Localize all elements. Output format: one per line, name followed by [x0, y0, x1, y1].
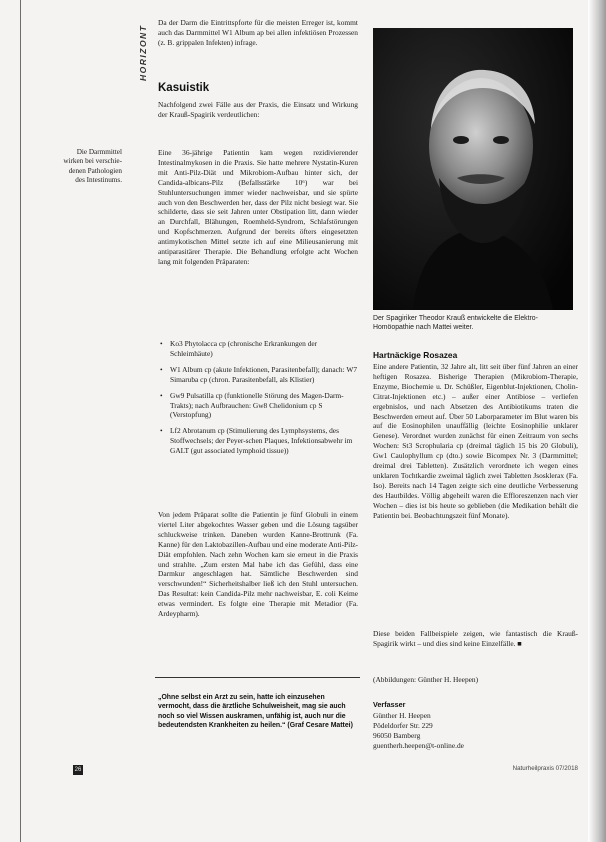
quote-divider [155, 677, 360, 678]
list-item: • Gw9 Pulsatilla cp (funktionelle Störung des Magen-Darm-Trakts); nach Aufbrauchen: Gw8 Chelidonium cp S (Verstopfung) [158, 391, 358, 421]
case1-paragraph: Eine 36-jährige Patientin kam wegen rezidivierender Intestinalmykosen in die Praxis. Sie hatte mehrere Nystatin-Kuren mit Anti-Pilz-Diät und Mikrobiom-Aufbau hinter sich, der Candida-albicans-Pilz (Befallsstärke 10⁶) war bei Stuhluntersuchungen immer wieder nachweisbar, und sie spürte auch von den Beschwerden her, dass der Pilz nicht besiegt war. Sie schilderte, dass sie seit Jahren unter Obstipation litt, dann wieder an Durchfall, Blähungen, Roemheld-Syndrom, Schlafstörungen und Kopfschmerzen. Aufgrund der bereits öfters eingesetzten antimykotischen Mittel setzte ich auf eine Milieusanierung mit antiparasitärer Therapie. Die Behandlung erfolgte acht Wochen lang mit folgenden Präparaten: [158, 148, 358, 266]
illustrations-credit: (Abbildungen: Günther H. Heepen) [373, 675, 479, 684]
photo-caption: Der Spagiriker Theodor Krauß entwickelte die Elektro-Homöopathie nach Mattei weiter. [373, 315, 538, 332]
list-item: • W1 Album cp (akute Infektionen, Parasitenbefall); danach: W7 Simaruba cp (chron. Parasitenbefall, als Klistier) [158, 365, 358, 385]
footer-issue: Naturheilpraxis 07/2018 [512, 765, 578, 772]
case2-paragraph: Eine andere Patientin, 32 Jahre alt, litt seit über fünf Jahren an einer heftigen Rosazea. Bisherige Therapien (Mikrobiom-Therapie, Enzyme, Biochemie u. Dr. Schüßler, Eigenblut-Injektionen, Cholin-Citrat-Injektionen etc.) – außer einer Antibiose – verliefen ergebnislos, und nach Absetzen des Antibiotikums traten die Beschwerden erneut auf. Über 50 Laborparameter im Blut waren bis auf die Eosinophilen unauffällig (leichte Eosinophilie unklarer Genese). Verordnet wurden zunächst für einen Zeitraum von sechs Wochen: St3 Scrophularia cp (dreimal täglich 15 bis 20 Globuli), Gw1 Caulophyllum cp (dto.) sowie Bicompex Nr. 3 (Darmmittel; dreimal drei Tabletten). Zusätzlich verordnete ich wegen eines unklaren Tochtkardie zweimal täglich zwei Tabletten Jsosklerax (Fa. Iso). Bereits nach 14 Tagen zeigte sich eine deutliche Verbesserung des Hautbildes. Völlig abgeheilt waren die Effloreszenzen nach vier Wochen – dies ist bis heute so geblieben (die Medikation behält die Patientin bei. Beobachtungszeit fünf Monate). [373, 362, 578, 520]
author-block [373, 711, 578, 751]
section-heading: Kasuistik [158, 82, 210, 94]
margin-rule [20, 0, 21, 842]
scan-edge-shadow [588, 0, 606, 842]
author-email: guentherh.heepen@t-online.de [373, 740, 464, 750]
intro-paragraph: Da der Darm die Eintrittspforte für die meisten Erreger ist, kommt auch das Darmmittel W1 Album ap bei allen infektiösen Prozessen (z. B. grippalen Infekten) infrage. [158, 18, 358, 47]
case1-followup: Von jedem Präparat sollte die Patientin je fünf Globuli in einem viertel Liter abgekochtes Wasser geben und die Lösung tagsüber schluckweise trinken. Daneben wurden Kanne-Brottrunk (Fa. Kanne) für den Laktobazillen-Aufbau und eine moderate Anti-Pilz-Diät empfohlen. Nach zehn Wochen kam sie erneut in die Praxis und strahlte. „Zum ersten Mal habe ich das Gefühl, dass eine Darmkur angeschlagen hat. Sämtliche Beschwerden sind verschwunden!“ Sicherheitshalber ließ ich den Stuhl untersuchen. Das Resultat: kein Candida-Pilz mehr nachweisbar, E. coli Keime etwas vermindert. Es folgte eine Therapie mit Metadior (Fa. Ardeypharm). [158, 510, 358, 619]
list-item: • Lf2 Abrotanum cp (Stimulierung des Lymphsystems, des Stoffwechsels; der Peyer-schen Plaques, Infektionsabwehr im GALT (gut associated lymphoid tissue)) [158, 426, 358, 456]
portrait-image [373, 28, 573, 310]
section-label: HORIZONT [138, 24, 148, 82]
side-note [50, 148, 122, 186]
side-note-line: denen Pathologien [68, 166, 122, 175]
remedy-list [158, 339, 358, 462]
author-city: 96050 Bamberg [373, 730, 421, 740]
side-note-line: des Intestinums. [75, 176, 122, 185]
lead-paragraph: Nachfolgend zwei Fälle aus der Praxis, die Einsatz und Wirkung der Krauß-Spagirik verdeutlichen: [158, 100, 358, 119]
pull-quote: „Ohne selbst ein Arzt zu sein, hatte ich einzusehen vermocht, dass die ärztliche Schulweisheit, mag sie auch noch so viel Wissen auskramen, unfähig ist, auch nur die bedeutendsten Krankheiten zu heilen.“ (Graf Cesare Mattei) [158, 693, 353, 730]
author-label: Verfasser [373, 700, 406, 709]
list-item: • Ko3 Phytolacca cp (chronische Erkrankungen der Schleimhäute) [158, 339, 358, 359]
case2-heading: Hartnäckige Rosazea [373, 350, 458, 360]
author-name: Günther H. Heepen [373, 711, 431, 720]
side-note-line: Die Darmmittel [76, 148, 122, 156]
page-number: 26 [74, 767, 82, 773]
author-street: Pödeldorfer Str. 229 [373, 720, 433, 730]
portrait-photo [373, 28, 573, 310]
case2-conclusion: Diese beiden Fallbeispiele zeigen, wie fantastisch die Krauß-Spagirik wirkt – und dies sind keine Einzelfälle. ■ [373, 629, 578, 648]
side-note-line: wirken bei verschie- [63, 157, 122, 166]
